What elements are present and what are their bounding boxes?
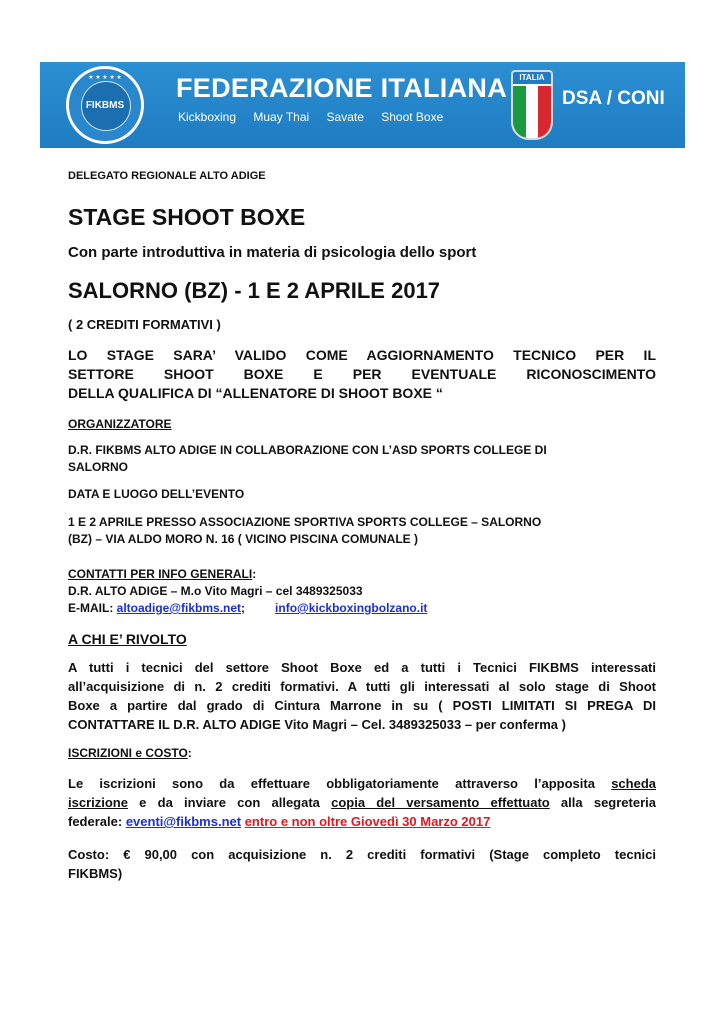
- document-title: STAGE SHOOT BOXE: [68, 204, 306, 230]
- audience-block: [68, 658, 656, 734]
- reg-text-a: Le iscrizioni sono da effettuare obbligatoriamente attraverso l’apposita: [68, 776, 595, 791]
- location-date: SALORNO (BZ) - 1 E 2 APRILE 2017: [68, 278, 441, 303]
- dsa-coni-label: DSA / CONI: [562, 88, 665, 109]
- registration-line-2: [68, 793, 656, 812]
- deadline-text: entro e non oltre Giovedì 30 Marzo 2017: [244, 814, 491, 829]
- discipline-kickboxing: Kickboxing: [178, 110, 237, 124]
- audience-line-4: CONTATTARE IL D.R. ALTO ADIGE Vito Magri – Cel. 3489325033 – per conferma ): [68, 717, 566, 732]
- registration-line-1: [68, 774, 656, 793]
- organizer-heading: ORGANIZZATORE: [68, 417, 172, 431]
- flag-green: [513, 86, 526, 138]
- registration-block: [68, 774, 656, 831]
- audience-line-1: A tutti i tecnici del settore Shoot Boxe ed a tutti i Tecnici FIKBMS interessati: [68, 660, 656, 675]
- reg-text-f: alla segreteria: [549, 795, 656, 810]
- event-line-2: (BZ) – VIA ALDO MORO N. 16 ( VICINO PISCINA COMUNALE ): [68, 532, 419, 546]
- document-subtitle: Con parte introduttiva in materia di psicologia dello sport: [68, 244, 477, 261]
- contacts-line: D.R. ALTO ADIGE – M.o Vito Magri – cel 3489325033: [68, 584, 363, 598]
- cost-line-1: Costo: € 90,00 con acquisizione n. 2 crediti formativi (Stage completo tecnici: [68, 847, 656, 862]
- italia-label: ITALIA: [513, 72, 551, 84]
- email-link-altoadige[interactable]: altoadige@fikbms.net: [116, 601, 242, 615]
- logo-text: FIKBMS: [85, 100, 125, 111]
- email-line: [68, 600, 656, 617]
- contacts-heading-line: [68, 566, 656, 583]
- validity-block: [68, 346, 656, 403]
- contacts-block: [68, 566, 656, 617]
- validity-line-2: SETTORE SHOOT BOXE E PER EVENTUALE RICONOSCIMENTO: [68, 366, 656, 382]
- validity-line-3: DELLA QUALIFICA DI “ALLENATORE DI SHOOT BOXE “: [68, 385, 443, 401]
- flag-red: [538, 86, 551, 138]
- registration-colon: :: [187, 746, 192, 760]
- registration-heading: ISCRIZIONI e COSTO: [68, 746, 188, 760]
- fikbms-logo: [66, 66, 144, 144]
- cost-block: [68, 845, 656, 883]
- organizer-line-1: D.R. FIKBMS ALTO ADIGE IN COLLABORAZIONE CON L’ASD SPORTS COLLEGE DI: [68, 443, 547, 457]
- header-banner: [40, 62, 685, 148]
- logo-stars: ★ ★ ★ ★ ★: [88, 75, 122, 81]
- italia-shield-icon: [511, 70, 553, 140]
- event-line-1: 1 E 2 APRILE PRESSO ASSOCIAZIONE SPORTIVA SPORTS COLLEGE – SALORNO: [68, 515, 542, 529]
- validity-line-1: LO STAGE SARA’ VALIDO COME AGGIORNAMENTO TECNICO PER IL: [68, 347, 656, 363]
- flag-white: [526, 86, 539, 138]
- disciplines-list: [178, 110, 457, 124]
- cost-line-2: FIKBMS): [68, 866, 123, 881]
- audience-heading: A CHI E’ RIVOLTO: [68, 631, 187, 647]
- email-separator: ;: [241, 601, 246, 615]
- event-heading: DATA E LUOGO DELL’EVENTO: [68, 487, 245, 501]
- discipline-savate: Savate: [326, 110, 364, 124]
- scheda-text: scheda: [611, 776, 656, 791]
- delegate-line: DELEGATO REGIONALE ALTO ADIGE: [68, 170, 266, 182]
- contacts-colon: :: [252, 567, 257, 581]
- email-link-kickboxing[interactable]: info@kickboxingbolzano.it: [275, 601, 428, 615]
- event-block: [68, 514, 656, 548]
- audience-line-3: Boxe a partire dal grado di Cintura Marrone in su ( POSTI LIMITATI SI PREGA DI: [68, 698, 656, 713]
- discipline-shoot-boxe: Shoot Boxe: [381, 110, 444, 124]
- organizer-line-2: SALORNO: [68, 460, 128, 474]
- copia-versamento-text: copia del versamento effettuato: [331, 795, 550, 810]
- discipline-muay-thai: Muay Thai: [253, 110, 310, 124]
- reg-text-g: federale:: [68, 814, 126, 829]
- registration-line-3: [68, 812, 656, 831]
- organizer-block: [68, 442, 656, 476]
- email-label: E-MAIL:: [68, 601, 117, 615]
- email-link-eventi[interactable]: eventi@fikbms.net: [125, 814, 242, 829]
- federation-title: FEDERAZIONE ITALIANA: [176, 73, 507, 103]
- contacts-heading: CONTATTI PER INFO GENERALI: [68, 567, 253, 581]
- audience-line-2: all’acquisizione di n. 2 crediti formativi. A tutti gli interessati al solo stage di Shoot: [68, 679, 656, 694]
- credits-line: ( 2 CREDITI FORMATIVI ): [68, 317, 221, 332]
- document-body: [68, 164, 656, 883]
- registration-heading-line: [68, 745, 656, 762]
- reg-text-d: e da inviare con allegata: [127, 795, 332, 810]
- iscrizione-text: iscrizione: [68, 795, 128, 810]
